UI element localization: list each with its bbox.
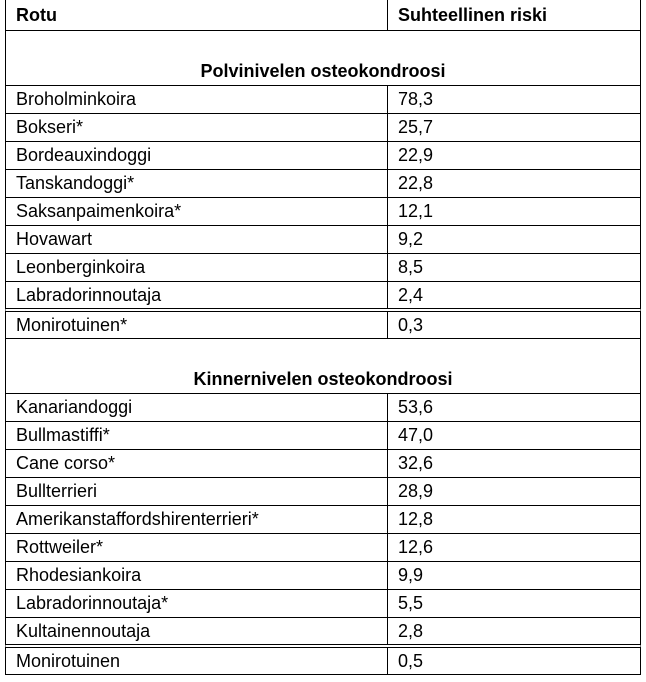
table-row [5, 142, 641, 170]
header-breed: Rotu [6, 0, 388, 30]
breed-cell: Amerikanstaffordshirenterrieri* [6, 506, 388, 533]
breed-cell: Bordeauxindoggi [6, 142, 388, 169]
table-total-row [5, 648, 641, 675]
section-title-row [5, 339, 641, 394]
table-row [5, 450, 641, 478]
breed-cell: Bullmastiffi* [6, 422, 388, 449]
risk-table [5, 0, 641, 675]
section-title: Kinnernivelen osteokondroosi [193, 369, 453, 389]
breed-cell: Hovawart [6, 226, 388, 253]
risk-cell: 5,5 [398, 593, 424, 613]
breed-cell: Leonberginkoira [6, 254, 388, 281]
table-row [5, 506, 641, 534]
breed-cell: Labradorinnoutaja [6, 282, 388, 308]
table-row [5, 86, 641, 114]
risk-cell: 0,5 [398, 650, 424, 671]
risk-cell: 2,8 [398, 620, 424, 641]
risk-cell: 53,6 [398, 397, 434, 417]
table-row [5, 394, 641, 422]
risk-cell: 0,3 [398, 314, 424, 335]
breed-cell: Tanskandoggi* [6, 170, 388, 197]
breed-cell: Rhodesiankoira [6, 562, 388, 589]
risk-cell: 22,9 [398, 145, 434, 165]
table-row [5, 170, 641, 198]
risk-cell: 9,2 [398, 229, 424, 249]
table-row [5, 618, 641, 648]
breed-cell: Kultainennoutaja [6, 618, 388, 644]
risk-cell: 22,8 [398, 173, 434, 193]
risk-cell: 28,9 [398, 481, 434, 501]
table-total-row [5, 312, 641, 339]
table-row [5, 562, 641, 590]
breed-cell: Bokseri* [6, 114, 388, 141]
table-row [5, 226, 641, 254]
table-row [5, 422, 641, 450]
header-relative-risk: Suhteellinen riski [398, 4, 548, 25]
risk-cell: 25,7 [398, 117, 434, 137]
risk-cell: 12,8 [398, 509, 434, 529]
breed-cell: Rottweiler* [6, 534, 388, 561]
breed-cell: Kanariandoggi [6, 394, 388, 421]
risk-cell: 78,3 [398, 89, 434, 109]
section-title-row [5, 31, 641, 86]
table-row [5, 478, 641, 506]
table-header-row [5, 0, 641, 31]
breed-cell: Monirotuinen [6, 648, 388, 674]
table-row [5, 254, 641, 282]
table-row [5, 198, 641, 226]
risk-cell: 47,0 [398, 425, 434, 445]
breed-cell: Monirotuinen* [6, 312, 388, 338]
section-title: Polvinivelen osteokondroosi [200, 61, 446, 81]
breed-cell: Broholminkoira [6, 86, 388, 113]
breed-cell: Labradorinnoutaja* [6, 590, 388, 617]
table-row [5, 282, 641, 312]
risk-cell: 12,1 [398, 201, 434, 221]
table-row [5, 534, 641, 562]
breed-cell: Saksanpaimenkoira* [6, 198, 388, 225]
risk-cell: 2,4 [398, 284, 424, 305]
risk-cell: 9,9 [398, 565, 424, 585]
risk-cell: 12,6 [398, 537, 434, 557]
table-row [5, 590, 641, 618]
breed-cell: Bullterrieri [6, 478, 388, 505]
risk-cell: 32,6 [398, 453, 434, 473]
breed-cell: Cane corso* [6, 450, 388, 477]
table-row [5, 114, 641, 142]
risk-cell: 8,5 [398, 257, 424, 277]
